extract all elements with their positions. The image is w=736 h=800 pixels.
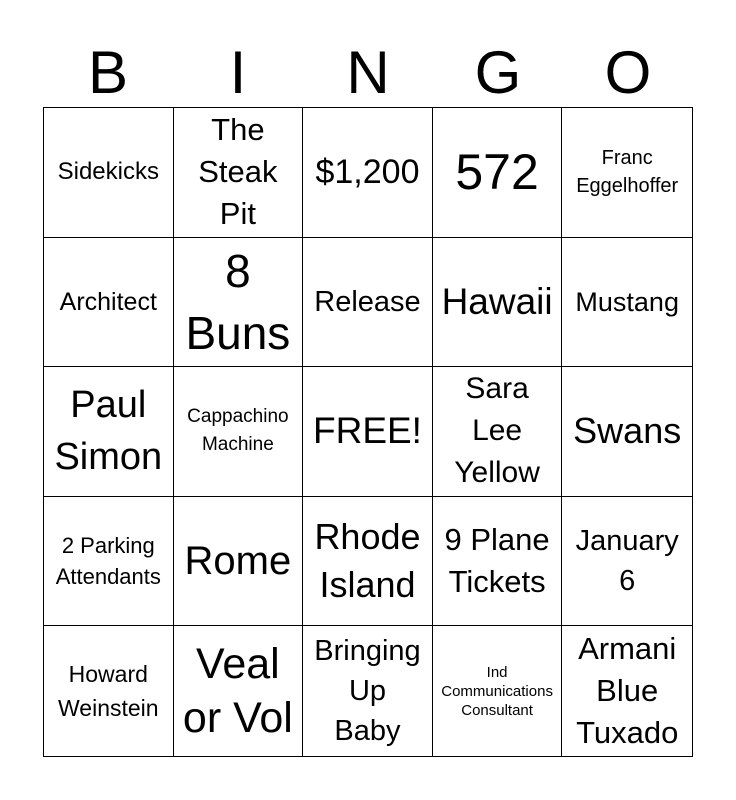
bingo-cell[interactable]	[44, 626, 174, 756]
cell-text: Swans	[573, 410, 682, 452]
cell-text: 8 Buns	[185, 244, 291, 359]
cell-text: Architect	[59, 287, 157, 316]
bingo-cell[interactable]	[562, 367, 692, 497]
cell-text: Mustang	[575, 286, 679, 317]
bingo-cell[interactable]	[303, 238, 433, 368]
cell-text: Paul Simon	[54, 384, 163, 479]
header-letter-i: I	[229, 39, 247, 106]
cell-text: 9 Plane Tickets	[444, 522, 550, 600]
cell-text: Sara Lee Yellow	[454, 372, 540, 490]
cell-text: Release	[314, 285, 421, 318]
cell-text: Howard Weinstein	[58, 661, 159, 722]
bingo-cell[interactable]	[433, 367, 563, 497]
bingo-cell[interactable]	[174, 626, 304, 756]
bingo-cell[interactable]	[562, 626, 692, 756]
bingo-cell[interactable]	[44, 367, 174, 497]
cell-text: The Steak Pit	[198, 112, 278, 232]
bingo-card-grid	[43, 107, 693, 757]
bingo-cell[interactable]	[433, 497, 563, 627]
bingo-cell[interactable]	[44, 238, 174, 368]
cell-text: 2 Parking Attendants	[55, 533, 161, 590]
header-letter-g: G	[474, 39, 522, 106]
cell-text: Rome	[184, 539, 292, 584]
bingo-cell[interactable]	[562, 497, 692, 627]
bingo-cell[interactable]	[44, 497, 174, 627]
bingo-cell[interactable]	[562, 238, 692, 368]
cell-text: Armani Blue Tuxado	[576, 631, 679, 751]
header-letter-o: O	[604, 39, 652, 106]
bingo-cell[interactable]	[303, 367, 433, 497]
bingo-cell[interactable]	[174, 238, 304, 368]
bingo-cell[interactable]	[562, 108, 692, 238]
bingo-header	[43, 38, 693, 108]
bingo-cell[interactable]	[44, 108, 174, 238]
cell-text: Ind Communications Consultant	[441, 663, 553, 719]
cell-text: 572	[455, 144, 539, 201]
bingo-cell[interactable]	[433, 108, 563, 238]
bingo-cell[interactable]	[433, 238, 563, 368]
cell-text: Cappachino Machine	[187, 406, 289, 456]
header-letter-b: B	[87, 39, 129, 106]
cell-text: Sidekicks	[57, 158, 159, 186]
bingo-cell[interactable]	[303, 108, 433, 238]
cell-text: January 6	[575, 525, 679, 598]
cell-text: Rhode Island	[314, 516, 421, 606]
cell-text: $1,200	[315, 153, 420, 192]
cell-text: Veal or Vol	[182, 640, 293, 743]
bingo-cell[interactable]	[303, 497, 433, 627]
cell-text: Franc Eggelhoffer	[576, 147, 679, 198]
bingo-cell[interactable]	[174, 108, 304, 238]
header-letter-n: N	[346, 39, 390, 106]
cell-text: Bringing Up Baby	[314, 635, 421, 748]
bingo-cell[interactable]	[303, 626, 433, 756]
bingo-cell[interactable]	[174, 367, 304, 497]
cell-text: Hawaii	[441, 280, 553, 322]
bingo-cell[interactable]	[174, 497, 304, 627]
bingo-cell[interactable]	[433, 626, 563, 756]
cell-text: FREE!	[313, 410, 422, 452]
